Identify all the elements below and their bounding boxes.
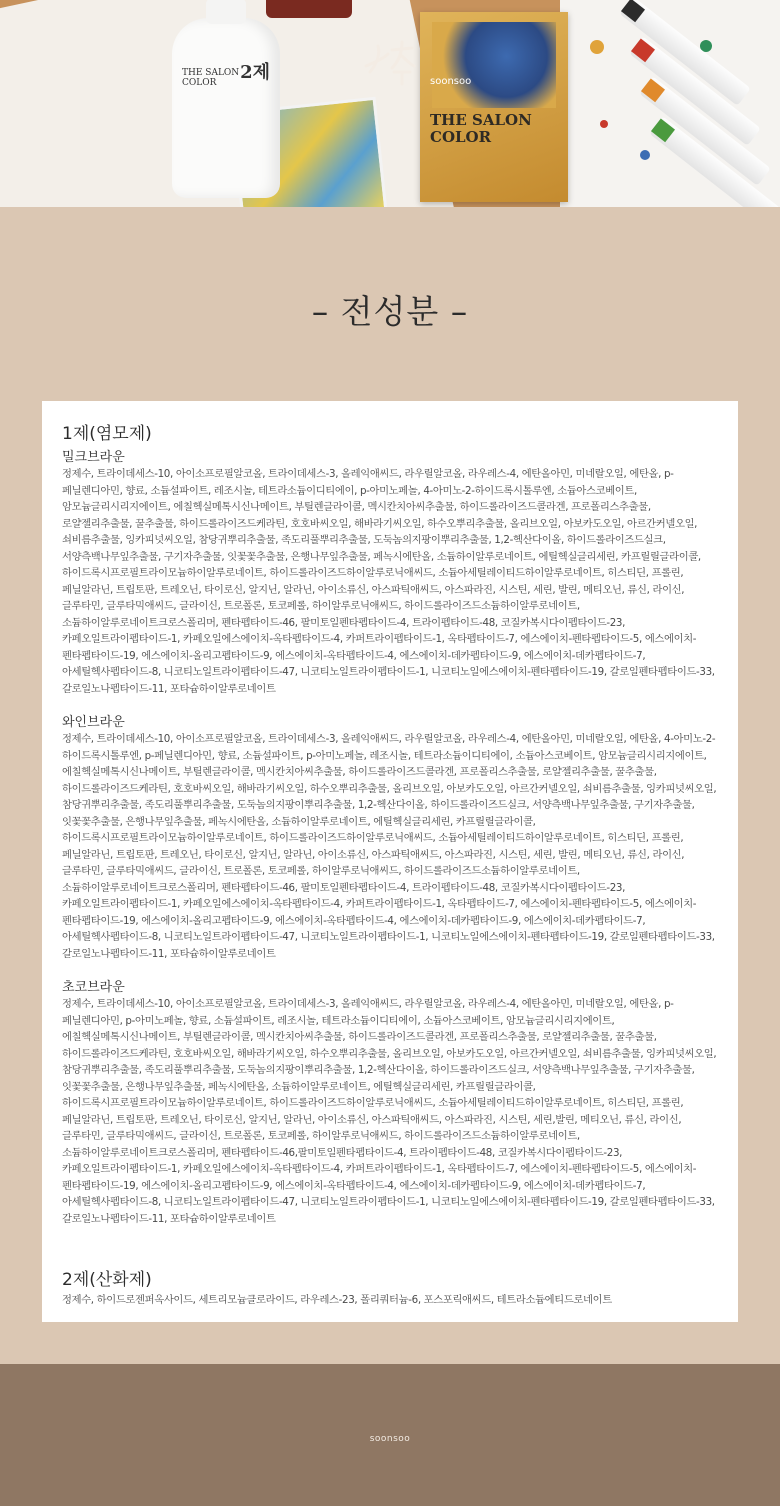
ingredient-list: 정제수, 트라이데세스-10, 아이소프로필알코올, 트라이데세스-3, 올레익애씨드, 라우릴알코올, 라우레스-4, 에탄올아민, 미네랄오일, 에탄올, 4-아미노-2-하이드록시톨루엔, p-페닐렌디아민, 향료, 소듐설파이트, p-아미노페놀, 레조시놀, 테트라소듐이디티에이, 소듐아스코베이트, 암모늄글리시리지에이트, 에칠헥실메톡시신나메이트, 부틸렌글라이콜, 멕시칸치아씨추출물, 하이드롤라이즈드콜라겐, 프로폴리스추출물, 로얄젤리추출물, 꿀추출물, 하이드롤라이즈드케라틴, 호호바씨오일, 해바라기씨오일, 하수오뿌리추출물, 올리브오일, 아보카도오일, 아르간커넬오일, 쇠비름추출물, 잉카피넛씨오일, 참당귀뿌리추출물, 족도리풀뿌리추출물, 도둑놈의지팡이뿌리추출물, 1,2-헥산다이올, 하이드롤라이즈드실크, 서양측백나무잎추출물, 구기자추출물, 잇꽃꽃추출물, 은행나무잎추출물, 페녹시에탄올, 소듐하이알루로네이트, 에틸헥실글리세린, 카프릴릴글라이콜, 하이드록시프로필트라이모늄하이알루로네이트, 하이드롤라이즈드하이알루로닉애씨드, 소듐아세틸레이티드하이알루로네이트, 히스티딘, 프롤린, 페닐알라닌, 트립토판, 트레오닌, 타이로신, 알지닌, 알라닌, 아이소류신, 아스파틱애씨드, 아스파라진, 시스틴, 세린, 발린, 메티오닌, 류신, 라이신, 글루타민, 글루타믹애씨드, 글라이신, 트로폴론, 토코페롤, 하이알루로닉애씨드, 하이드롤라이즈드소듐하이알루로네이트, 소듐하이알루로네이트크로스폴리머, 펜타펩타이드-46, 팔미토일펜타펩타이드-4, 트라이펩타이드-48, 코질카복시다이펩타이드-23, 카페오일트라이펩타이드-1, 카페오일에스에이치-옥타펩타이드-4, 카퍼트라이펩타이드-1, 옥타펩타이드-7, 에스에이치-펜타펩타이드-5, 에스에이치-펜타펩타이드-19, 에스에이치-올리고펩타이드-9, 에스에이치-옥타펩타이드-4, 에스에이치-데카펩타이드-9, 에스에이치-데카펩타이드-7, 아세틸헥사펩타이드-8, 니코티노일트라이펩타이드-47, 니코티노일트라이펩타이드-1, 니코티노일에스에이치-펜타펩타이드-19, 갈로일펜타펩타이드-33, 갈로일노나펩타이드-11, 포타슘하이알루로네이트: [62, 733, 717, 960]
product-name: 초코브라운: [62, 980, 125, 995]
bottle-brand: THE SALON COLOR: [182, 68, 240, 88]
dark-bottle: [266, 0, 352, 18]
product-name: 와인브라운: [62, 715, 125, 730]
product-bottle: [172, 18, 280, 198]
page-title: – 전성분 –: [311, 292, 469, 331]
box-artwork: [432, 22, 556, 108]
paint-splash: [600, 120, 608, 128]
product-block: [62, 980, 718, 1227]
bottle-number: 2제: [240, 62, 270, 83]
box-sub-brand: soonsoo: [430, 76, 472, 87]
paint-splash: [640, 150, 650, 160]
part1-title: 1제(염모제): [62, 424, 152, 444]
ingredient-list: 정제수, 트라이데세스-10, 아이소프로필알코올, 트라이데세스-3, 올레익애씨드, 라우릴알코올, 라우레스-4, 에탄올아민, 미네랄오일, 에탄올, p-페닐렌디아민, 향료, 소듐설파이트, 레조시놀, 테트라소듐이디티에이, p-아미노페놀, 4-아미노-2-하이드록시톨루엔, 소듐아스코베이트, 암모늄글리시리지에이트, 에칠헥실메톡시신나메이트, 부틸렌글라이콜, 멕시칸치아씨추출물, 하이드롤라이즈드콜라겐, 프로폴리스추출물, 로얄젤리추출물, 꿀추출물, 하이드롤라이즈드케라틴, 호호바씨오일, 해바라기씨오일, 하수오뿌리추출물, 올리브오일, 아보카도오일, 아르간커넬오일, 쇠비름추출물, 잉카피넛씨오일, 참당귀뿌리추출물, 족도리풀뿌리추출물, 도둑놈의지팡이뿌리추출물, 1,2-헥산다이올, 하이드롤라이즈드실크, 서양측백나무잎추출물, 구기자추출물, 잇꽃꽃추출물, 은행나무잎추출물, 페녹시에탄올, 소듐하이알루로네이트, 에틸헥실글리세린, 카프릴릴글라이콜, 하이드록시프로필트라이모늄하이알루로네이트, 하이드롤라이즈드하이알루로닉애씨드, 소듐아세틸레이티드하이알루로네이트, 히스티딘, 프롤린, 페닐알라닌, 트립토판, 트레오닌, 타이로신, 알지닌, 알라닌, 아이소류신, 아스파틱애씨드, 아스파라진, 시스틴, 세린, 발린, 메티오닌, 류신, 라이신, 글루타민, 글루타믹애씨드, 글라이신, 트로폴론, 토코페롤, 하이알루로닉애씨드, 하이드롤라이즈드소듐하이알루로네이트, 소듐하이알루로네이트크로스폴리머, 펜타펩타이드-46, 팔미토일펜타펩타이드-4, 트라이펩타이드-48, 코질카복시다이펩타이드-23, 카페오일트라이펩타이드-1, 카페오일에스에이치-옥타펩타이드-4, 카퍼트라이펩타이드-1, 옥타펩타이드-7, 에스에이치-펜타펩타이드-5, 에스에이치-펜타펩타이드-19, 에스에이치-올리고펩타이드-9, 에스에이치-옥타펩타이드-4, 에스에이치-데카펩타이드-9, 에스에이치-데카펩타이드-7, 아세틸헥사펩타이드-8, 니코티노일트라이펩타이드-47, 니코티노일트라이펩타이드-1, 니코티노일에스에이치-펜타펩타이드-19, 갈로일펜타펩타이드-33, 갈로일노나펩타이드-11, 포타슘하이알루로네이트: [62, 468, 715, 695]
box-brand: THE SALON COLOR: [430, 111, 532, 146]
bottle-cap: [206, 0, 246, 24]
ingredient-list: 정제수, 하이드로젠퍼옥사이드, 세트리모늄클로라이드, 라우레스-23, 폴리쿼터늄-6, 포스포릭애씨드, 테트라소듐에티드로네이트: [62, 1294, 612, 1306]
ingredient-list: 정제수, 트라이데세스-10, 아이소프로필알코올, 트라이데세스-3, 올레익애씨드, 라우릴알코올, 라우레스-4, 에탄올아민, 미네랄오일, 에탄올, p-페닐렌디아민, p-아미노페놀, 향료, 소듐설파이트, 레조시놀, 테트라소듐이디티에이, 소듐아스코베이트, 암모늄글리시리지에이트, 에칠헥실메톡시신나메이트, 부틸렌글라이콜, 멕시칸치아씨추출물, 하이드롤라이즈드콜라겐, 프로폴리스추출물, 로얄젤리추출물, 꿀추출물, 하이드롤라이즈드케라틴, 호호바씨오일, 해바라기씨오일, 하수오뿌리추출물, 올리브오일, 아보카도오일, 아르간커넬오일, 쇠비름추출물, 잉카피넛씨오일, 참당귀뿌리추출물, 족도리풀뿌리추출물, 도둑놈의지팡이뿌리추출물, 1,2-헥산다이올, 하이드롤라이즈드실크, 서양측백나무잎추출물, 구기자추출물, 잇꽃꽃추출물, 은행나무잎추출물, 페녹시에탄올, 소듐하이알루로네이트, 에틸헥실글리세린, 카프릴릴글라이콜, 하이드록시프로필트라이모늄하이알루로네이트, 하이드롤라이즈드하이알루로닉애씨드, 소듐아세틸레이티드하이알루로네이트, 히스티딘, 프롤린, 페닐알라닌, 트립토판, 트레오닌, 타이로신, 알지닌, 알라닌, 아이소류신, 아스파틱애씨드, 아스파라진, 시스틴, 세린,발린, 메티오닌, 류신, 라이신, 글루타민, 글루타믹애씨드, 글라이신, 트로폴론, 토코페롤, 하이알루로닉애씨드, 하이드롤라이즈드소듐하이알루로네이트, 소듐하이알루로네이트크로스폴리머, 펜타펩타이드-46,팔미토일펜타펩타이드-4, 트라이펩타이드-48, 코질카복시다이펩타이드-23, 카페오일트라이펩타이드-1, 카페오일에스에이치-옥타펩타이드-4, 카퍼트라이펩타이드-1, 옥타펩타이드-7, 에스에이치-펜타펩타이드-5, 에스에이치-펜타펩타이드-19, 에스에이치-올리고펩타이드-9, 에스에이치-옥타펩타이드-4, 에스에이치-데카펩타이드-9, 에스에이치-데카펩타이드-7, 아세틸헥사펩타이드-8, 니코티노일트라이펩타이드-47, 니코티노일트라이펩타이드-1, 니코티노일에스에이치-펜타펩타이드-19, 갈로일펜타펩타이드-33, 갈로일노나펩타이드-11, 포타슘하이알루로네이트: [62, 998, 717, 1225]
product-name: 밀크브라운: [62, 450, 125, 465]
product-block: [62, 450, 718, 697]
brand-logo-text: soonsoo: [369, 1434, 411, 1444]
part2-block: [62, 1265, 718, 1309]
brand-logo-icon: [358, 32, 422, 102]
product-block: [62, 715, 718, 962]
bottle-label: [178, 64, 274, 114]
part2-title: 2제(산화제): [62, 1270, 152, 1290]
paint-splash: [590, 40, 604, 54]
ingredients-card: [42, 401, 738, 1322]
product-box: [420, 12, 568, 202]
